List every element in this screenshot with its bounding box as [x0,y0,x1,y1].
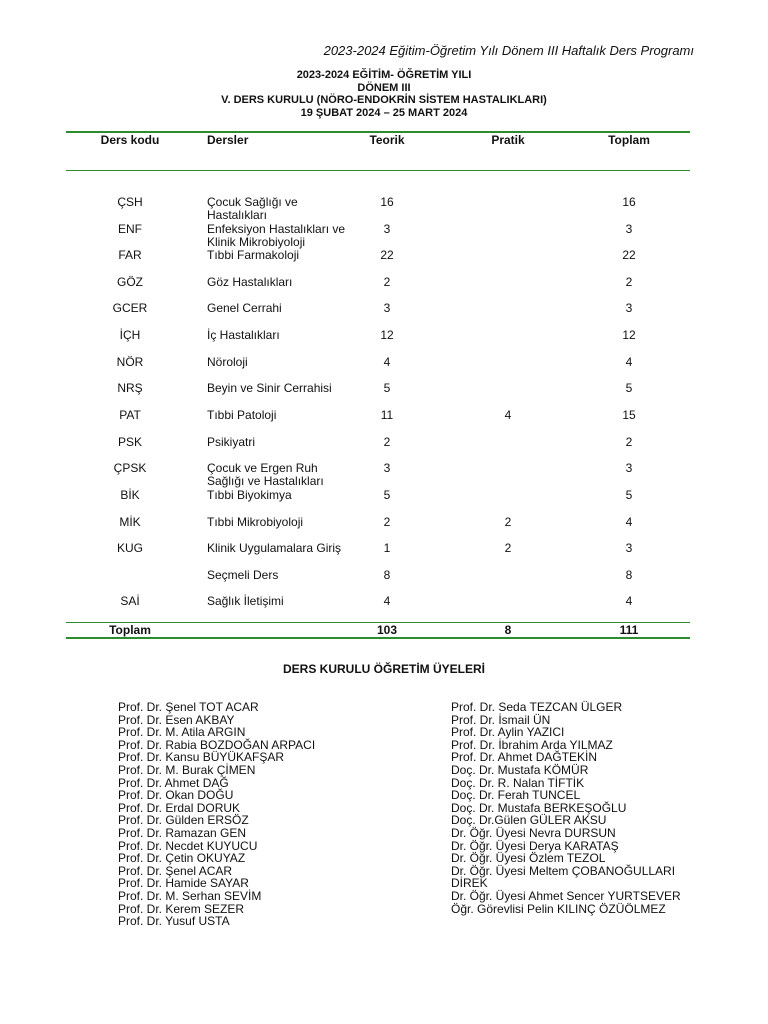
faculty-member: Dr. Öğr. Üyesi Derya KARATAŞ [451,838,619,853]
faculty-member: Doç. Dr. Mustafa KÖMÜR [451,762,589,777]
header-code: Ders kodu [100,133,160,147]
title-line: V. DERS KURULU (NÖRO-ENDOKRİN SİSTEM HASTALIKLARI) [221,94,547,106]
faculty-member: Dr. Öğr. Üyesi Nevra DURSUN [451,825,616,840]
header-theory: Teorik [369,133,405,147]
faculty-member: Dr. Öğr. Üyesi Ahmet Sencer YURTSEVER [451,888,681,903]
row-course: İç Hastalıkları [207,328,280,342]
header-course: Dersler [207,133,249,147]
faculty-member: Prof. Dr. Esen AKBAY [118,712,235,727]
row-total: 2 [625,275,633,289]
row-theory: 5 [383,488,391,502]
row-theory: 2 [383,275,391,289]
row-total: 16 [622,195,636,209]
row-code: NRŞ [117,381,143,395]
row-total: 3 [625,541,633,555]
row-theory: 2 [383,435,391,449]
row-practice: 2 [504,541,512,555]
faculty-member: Doç. Dr. Mustafa BERKEŞOĞLU [451,800,627,815]
faculty-member: Prof. Dr. Hamide SAYAR [118,876,249,891]
row-code: PAT [119,408,141,422]
row-code: KUG [116,541,143,555]
total-theory: 103 [376,623,398,637]
faculty-member: Öğr. Görevlisi Pelin KILINÇ ÖZÜÖLMEZ [451,901,666,916]
row-code: İÇH [119,328,141,342]
faculty-member: DİREK [451,876,488,891]
faculty-member: Prof. Dr. Kansu BÜYÜKAFŞAR [118,750,285,765]
faculty-member: Prof. Dr. İsmail ÜN [451,712,551,727]
row-code: PSK [117,435,142,449]
title-line: 2023-2024 EĞİTİM- ÖĞRETİM YILI [296,69,472,81]
row-total: 5 [625,488,633,502]
row-theory: 16 [380,195,394,209]
total-label: Toplam [109,623,151,637]
row-course: Psikiyatri [207,435,256,449]
row-theory: 3 [383,461,391,475]
faculty-title: DERS KURULU ÖĞRETİM ÜYELERİ [282,662,485,676]
row-code: SAİ [120,594,140,608]
faculty-list-right [451,701,681,915]
row-theory: 22 [380,248,394,262]
total-practice: 8 [504,623,512,637]
row-course: Enfeksiyon Hastalıkları ve Klinik Mikrobiyoloji [207,222,346,249]
row-total: 15 [622,408,636,422]
faculty-member: Prof. Dr. Seda TEZCAN ÜLGER [451,700,623,714]
row-theory: 11 [380,408,394,422]
row-code: ÇSH [117,195,143,209]
row-code: ENF [118,222,142,236]
faculty-member: Prof. Dr. M. Serhan SEVİM [118,888,262,903]
faculty-member: Dr. Öğr. Üyesi Meltem ÇOBANOĞULLARI [451,863,676,878]
row-course: Sağlık İletişimi [207,594,284,608]
header-total: Toplam [608,133,650,147]
row-code: ÇPSK [113,461,147,475]
faculty-member: Prof. Dr. Aylin YAZICI [451,725,565,740]
title-line: DÖNEM III [357,81,411,94]
row-total: 3 [625,222,633,236]
faculty-member: Prof. Dr. Okan DOĞU [118,788,234,803]
row-code: BİK [120,488,140,502]
row-course: Çocuk Sağlığı ve Hastalıkları [207,195,298,222]
row-code: GCER [112,301,148,315]
row-theory: 5 [383,381,391,395]
row-course: Göz Hastalıkları [207,275,293,289]
row-theory: 8 [383,568,391,582]
row-course: Seçmeli Ders [207,568,279,582]
row-theory: 4 [383,594,391,608]
header-bottom-rule [66,170,690,171]
faculty-member: Prof. Dr. İbrahim Arda YILMAZ [451,737,613,752]
faculty-member: Prof. Dr. Şenel TOT ACAR [118,700,259,714]
row-practice: 4 [504,408,512,422]
faculty-member: Prof. Dr. Necdet KUYUCU [118,838,258,853]
row-course: Genel Cerrahi [207,301,282,315]
table-bottom-rule [66,637,690,639]
document-title [0,69,768,119]
faculty-member: Prof. Dr. Erdal DORUK [118,800,241,815]
row-practice: 2 [504,515,512,529]
row-code: NÖR [116,355,144,369]
faculty-member: Prof. Dr. Ramazan GEN [118,825,247,840]
row-code: FAR [118,248,142,262]
row-code: GÖZ [117,275,143,289]
faculty-member: Prof. Dr. Gülden ERSÖZ [118,813,249,828]
faculty-member: Doç. Dr.Gülen GÜLER AKSU [451,813,607,828]
row-course: Beyin ve Sinir Cerrahisi [207,381,332,395]
row-course: Tıbbi Mikrobiyoloji [207,515,304,529]
row-theory: 4 [383,355,391,369]
faculty-member: Prof. Dr. M. Burak ÇİMEN [118,762,256,777]
faculty-member: Prof. Dr. M. Atila ARGIN [118,725,246,740]
faculty-member: Doç. Dr. R. Nalan TİFTİK [451,775,585,790]
row-total: 2 [625,435,633,449]
row-total: 4 [625,355,633,369]
row-theory: 2 [383,515,391,529]
faculty-member: Prof. Dr. Ahmet DAĞ [118,775,229,790]
faculty-member: Prof. Dr. Ahmet DAĞTEKİN [451,750,598,765]
faculty-member: Prof. Dr. Yusuf USTA [118,914,230,929]
row-course: Çocuk ve Ergen Ruh Sağlığı ve Hastalıkları [207,461,324,488]
faculty-member: Prof. Dr. Rabia BOZDOĞAN ARPACI [118,737,316,752]
row-total: 4 [625,515,633,529]
row-total: 8 [625,568,633,582]
row-total: 3 [625,301,633,315]
row-total: 12 [622,328,636,342]
faculty-member: Prof. Dr. Kerem SEZER [118,901,245,916]
running-header: 2023-2024 Eğitim-Öğretim Yılı Dönem III Haftalık Ders Programı [323,43,694,58]
row-theory: 12 [380,328,394,342]
faculty-member: Prof. Dr. Çetin OKUYAZ [118,851,246,866]
row-course: Klinik Uygulamalara Giriş [207,541,342,555]
row-course: Tıbbi Biyokimya [207,488,292,502]
row-total: 5 [625,381,633,395]
row-total: 3 [625,461,633,475]
title-line: 19 ŞUBAT 2024 – 25 MART 2024 [300,106,468,119]
row-course: Tıbbi Patoloji [207,408,277,422]
row-theory: 1 [383,541,391,555]
faculty-member: Doç. Dr. Ferah TUNCEL [451,788,581,803]
row-course: Tıbbi Farmakoloji [207,248,300,262]
row-course: Nöroloji [207,355,248,369]
faculty-member: Prof. Dr. Şenel ACAR [118,863,233,878]
row-total: 22 [622,248,636,262]
row-total: 4 [625,594,633,608]
faculty-member: Dr. Öğr. Üyesi Özlem TEZOL [451,851,606,866]
row-theory: 3 [383,222,391,236]
header-practice: Pratik [491,133,525,147]
row-code: MİK [119,515,141,529]
row-theory: 3 [383,301,391,315]
faculty-list-left [118,701,315,928]
total-sum: 111 [619,623,639,637]
